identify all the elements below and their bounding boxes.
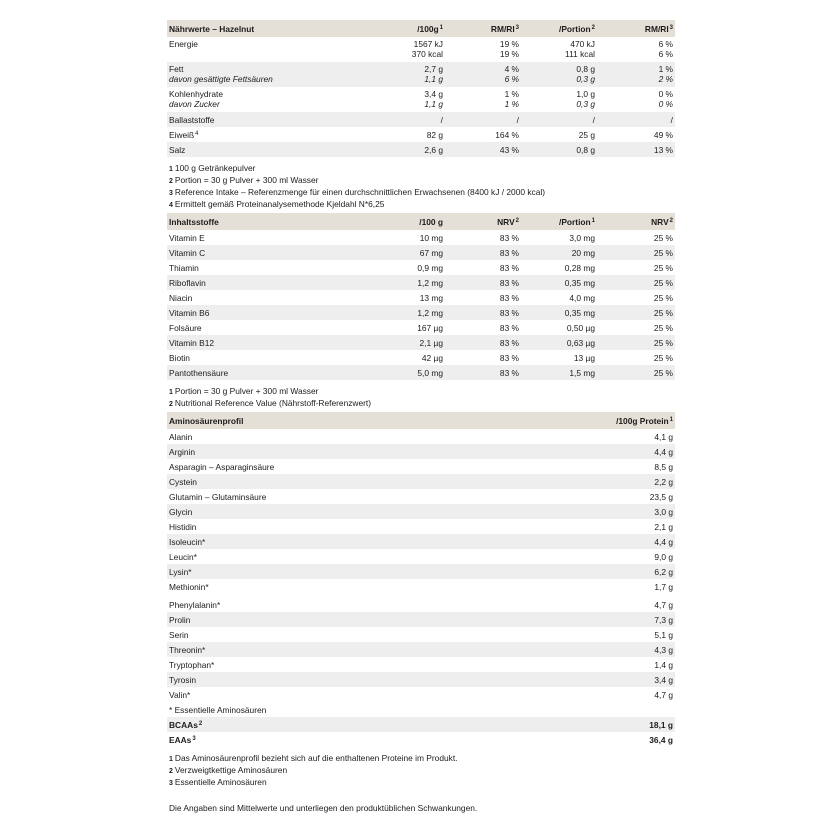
row-value: 20 mg bbox=[521, 245, 597, 260]
row-value: 0,50 µg bbox=[566, 322, 595, 333]
row-value: 470 kJ 111 kcal bbox=[565, 39, 595, 59]
row-value: 83 % bbox=[445, 305, 521, 320]
aminosaeuren-footnotes bbox=[167, 747, 675, 791]
row-value: 25 % bbox=[597, 275, 675, 290]
table-row bbox=[167, 142, 675, 157]
table-row bbox=[167, 275, 675, 290]
footnote: 2 Nutritional Reference Value (Nährstoff-Referenzwert) bbox=[169, 398, 372, 408]
row-value: 1 % 2 % bbox=[597, 62, 675, 87]
row-value: / bbox=[445, 112, 521, 127]
header-cell: /100 g bbox=[391, 213, 445, 230]
row-value: 25 % bbox=[653, 322, 673, 333]
row-value: 167 µg bbox=[417, 322, 443, 333]
table-row bbox=[167, 657, 675, 672]
table-row bbox=[167, 579, 675, 594]
essential-note-row bbox=[167, 702, 675, 717]
header-cell: Nährwerte – Hazelnut bbox=[167, 20, 391, 37]
table-row bbox=[167, 245, 675, 260]
nutrition-facts-sheet bbox=[167, 20, 675, 813]
row-label: Vitamin E bbox=[169, 232, 205, 243]
header-cell: $RM/RI^3$ bbox=[445, 20, 521, 37]
row-label: Leucin* bbox=[169, 551, 197, 562]
table-row bbox=[167, 320, 675, 335]
disclaimer: Die Angaben sind Mittelwerte und unterliegen den produktüblichen Schwankungen. bbox=[169, 803, 478, 813]
row-value: 7,3 g bbox=[567, 612, 675, 627]
row-value: 0,9 mg bbox=[417, 262, 443, 273]
footnote: 3 Reference Intake – Referenzmenge für einen durchschnittlichen Erwachsenen (8400 kJ / 2000 kcal) bbox=[169, 187, 546, 197]
row-value: 0,35 mg bbox=[521, 305, 597, 320]
naehrwerte-footnotes bbox=[167, 157, 675, 213]
footnote: 2 Portion = 30 g Pulver + 300 ml Wasser bbox=[169, 175, 319, 185]
row-value: 1 % 1 % bbox=[504, 89, 519, 109]
header-cell: /Portion$^1$ bbox=[521, 213, 597, 230]
row-value: 3,4 g 1,1 g bbox=[424, 89, 443, 109]
row-value: 13 % bbox=[597, 142, 675, 157]
row-value: 25 % bbox=[597, 305, 675, 320]
row-label: Threonin* bbox=[167, 642, 567, 657]
row-value: 83 % bbox=[445, 245, 521, 260]
essential-note: * Essentielle Aminosäuren bbox=[169, 704, 267, 715]
table-row bbox=[167, 597, 675, 612]
row-value: 3,0 g bbox=[567, 504, 675, 519]
aminosaeuren-table bbox=[167, 412, 675, 747]
row-label: Tyrosin bbox=[167, 672, 567, 687]
table-row bbox=[167, 534, 675, 549]
row-value: 83 % bbox=[499, 292, 519, 303]
row-value: 4,4 g bbox=[567, 444, 675, 459]
inhaltsstoffe-table bbox=[167, 213, 675, 380]
row-label: Valin* bbox=[169, 689, 191, 700]
header-cell: NRV$^2$ bbox=[445, 213, 521, 230]
row-label: Vitamin B12 bbox=[167, 335, 391, 350]
row-label: Fett davon gesättigte Fettsäuren bbox=[167, 62, 391, 87]
row-label: Glycin bbox=[167, 504, 567, 519]
table-row bbox=[167, 365, 675, 380]
row-value: 6 % 6 % bbox=[658, 39, 673, 59]
row-value: / bbox=[391, 112, 445, 127]
row-value: 8,5 g bbox=[654, 461, 673, 472]
row-value: 9,0 g bbox=[654, 551, 673, 562]
row-value: 1,4 g bbox=[654, 659, 673, 670]
row-value: 2,7 g 1,1 g bbox=[391, 62, 445, 87]
row-value: 3,0 mg bbox=[569, 232, 595, 243]
header-cell: $/100g^1$ bbox=[391, 20, 445, 37]
row-label: Vitamin B6 bbox=[167, 305, 391, 320]
aminosaeuren-header bbox=[167, 412, 675, 429]
table-row bbox=[167, 444, 675, 459]
table-row bbox=[167, 612, 675, 627]
table-row bbox=[167, 672, 675, 687]
row-value: 4,4 g bbox=[567, 534, 675, 549]
row-value: 83 % bbox=[499, 322, 519, 333]
row-value: 83 % bbox=[445, 275, 521, 290]
row-value: 83 % bbox=[499, 232, 519, 243]
row-label: Niacin bbox=[169, 292, 193, 303]
header-cell: Inhaltsstoffe bbox=[167, 213, 391, 230]
row-label: Riboflavin bbox=[167, 275, 391, 290]
row-value: 19 % 19 % bbox=[499, 39, 519, 59]
row-label: Methionin* bbox=[169, 581, 209, 592]
row-label: Glutamin – Glutaminsäure bbox=[169, 491, 267, 502]
row-value: 164 % bbox=[495, 129, 519, 140]
naehrwerte-table bbox=[167, 20, 675, 157]
row-label: Energie bbox=[169, 39, 198, 49]
row-label: Tryptophan* bbox=[169, 659, 215, 670]
table-row bbox=[167, 489, 675, 504]
bcaa-row bbox=[167, 717, 675, 732]
row-value: 4 % 6 % bbox=[445, 62, 521, 87]
row-label: Isoleucin* bbox=[167, 534, 567, 549]
table-row bbox=[167, 37, 675, 62]
row-label: Phenylalanin* bbox=[169, 599, 221, 610]
naehrwerte-header bbox=[167, 20, 675, 37]
footnote: 1 Das Aminosäurenprofil bezieht sich auf die enthaltenen Proteine im Produkt. bbox=[169, 753, 458, 763]
row-label: Arginin bbox=[167, 444, 567, 459]
row-label: Kohlenhydrate davon Zucker bbox=[169, 89, 224, 109]
table-row bbox=[167, 335, 675, 350]
header-cell: /Portion$^2$ bbox=[521, 20, 597, 37]
row-value: 2,6 g bbox=[391, 142, 445, 157]
row-value: 5,1 g bbox=[654, 629, 673, 640]
row-value: 25 % bbox=[597, 365, 675, 380]
row-label: Cystein bbox=[167, 474, 567, 489]
row-label: Eiweiß$^4$ bbox=[169, 129, 199, 140]
row-value: 4,1 g bbox=[654, 431, 673, 442]
table-row bbox=[167, 459, 675, 474]
row-value: 1,0 g 0,3 g bbox=[576, 89, 595, 109]
bcaa-value: 18,1 g bbox=[567, 717, 675, 732]
row-label: Asparagin – Asparaginsäure bbox=[169, 461, 275, 472]
footnote: 2 Verzweigtkettige Aminosäuren bbox=[169, 765, 288, 775]
row-value: 42 µg bbox=[421, 352, 443, 363]
table-row bbox=[167, 474, 675, 489]
row-label: Prolin bbox=[167, 612, 567, 627]
row-value: 0,8 g bbox=[521, 142, 597, 157]
row-label: Thiamin bbox=[169, 262, 199, 273]
row-value: 25 % bbox=[653, 232, 673, 243]
row-value: 82 g bbox=[426, 129, 443, 140]
row-value: 25 g bbox=[578, 129, 595, 140]
table-row bbox=[167, 305, 675, 320]
inhaltsstoffe-footnotes bbox=[167, 380, 675, 412]
row-value: 43 % bbox=[445, 142, 521, 157]
row-value: 2,1 µg bbox=[391, 335, 445, 350]
row-value: 25 % bbox=[653, 262, 673, 273]
table-row bbox=[167, 504, 675, 519]
eaa-value: 36,4 g bbox=[649, 734, 673, 745]
row-label: Alanin bbox=[169, 431, 193, 442]
row-value: 5,0 mg bbox=[391, 365, 445, 380]
row-value: 0,28 mg bbox=[564, 262, 595, 273]
table-row bbox=[167, 429, 675, 444]
footnote: 3 Essentielle Aminosäuren bbox=[169, 777, 267, 787]
table-row bbox=[167, 230, 675, 245]
row-label: Serin bbox=[169, 629, 189, 640]
footnote: 1 100 g Getränkepulver bbox=[169, 163, 256, 173]
table-row bbox=[167, 627, 675, 642]
bcaa-label: BCAAs$^2$ bbox=[167, 717, 567, 732]
row-value: 13 mg bbox=[419, 292, 443, 303]
eaa-label: EAAs$^3$ bbox=[169, 734, 196, 745]
row-value: 4,0 mg bbox=[569, 292, 595, 303]
row-value: 25 % bbox=[597, 245, 675, 260]
row-label: Biotin bbox=[169, 352, 190, 363]
row-value: 23,5 g bbox=[649, 491, 673, 502]
row-value: 2,2 g bbox=[567, 474, 675, 489]
header-cell: /100g Protein$^1$ bbox=[567, 412, 675, 429]
row-value: 83 % bbox=[445, 365, 521, 380]
header-cell: Aminosäurenprofil bbox=[167, 412, 567, 429]
row-label: Lysin* bbox=[167, 564, 567, 579]
table-row bbox=[167, 642, 675, 657]
row-value: 1,5 mg bbox=[521, 365, 597, 380]
table-row bbox=[167, 549, 675, 564]
row-value: 1567 kJ 370 kcal bbox=[411, 39, 443, 59]
row-value: 4,7 g bbox=[654, 599, 673, 610]
table-row bbox=[167, 350, 675, 365]
row-value: 1,7 g bbox=[654, 581, 673, 592]
row-value: 4,3 g bbox=[567, 642, 675, 657]
row-value: 10 mg bbox=[419, 232, 443, 243]
table-row bbox=[167, 519, 675, 534]
row-value: 0,8 g 0,3 g bbox=[521, 62, 597, 87]
table-row bbox=[167, 112, 675, 127]
row-value: 1,2 mg bbox=[391, 275, 445, 290]
row-value: 83 % bbox=[445, 335, 521, 350]
header-cell: $RM/RI^3$ bbox=[597, 20, 675, 37]
row-value: 4,7 g bbox=[654, 689, 673, 700]
row-value: 25 % bbox=[653, 292, 673, 303]
row-value: 3,4 g bbox=[567, 672, 675, 687]
inhaltsstoffe-header bbox=[167, 213, 675, 230]
row-value: / bbox=[521, 112, 597, 127]
row-label: Histidin bbox=[169, 521, 197, 532]
row-value: 2,1 g bbox=[654, 521, 673, 532]
row-label: Ballaststoffe bbox=[167, 112, 391, 127]
eaa-row bbox=[167, 732, 675, 747]
table-row bbox=[167, 87, 675, 112]
row-value: 83 % bbox=[499, 262, 519, 273]
row-value: 25 % bbox=[597, 335, 675, 350]
row-value: 0,35 mg bbox=[521, 275, 597, 290]
row-value: 83 % bbox=[499, 352, 519, 363]
row-value: 6,2 g bbox=[567, 564, 675, 579]
row-label: Pantothensäure bbox=[167, 365, 391, 380]
table-row bbox=[167, 564, 675, 579]
row-value: 25 % bbox=[653, 352, 673, 363]
row-value: 67 mg bbox=[391, 245, 445, 260]
table-row bbox=[167, 260, 675, 275]
header-cell: NRV$^2$ bbox=[597, 213, 675, 230]
table-row bbox=[167, 62, 675, 87]
row-value: 0,63 µg bbox=[521, 335, 597, 350]
row-label: Salz bbox=[167, 142, 391, 157]
footnote: 1 Portion = 30 g Pulver + 300 ml Wasser bbox=[169, 386, 319, 396]
row-value: 49 % bbox=[653, 129, 673, 140]
row-value: 1,2 mg bbox=[391, 305, 445, 320]
footnote: 4 Ermittelt gemäß Proteinanalysemethode Kjeldahl N*6,25 bbox=[169, 199, 385, 209]
row-value: 13 µg bbox=[573, 352, 595, 363]
table-row bbox=[167, 687, 675, 702]
table-row bbox=[167, 290, 675, 305]
row-value: / bbox=[597, 112, 675, 127]
table-row bbox=[167, 127, 675, 142]
row-value: 0 % 0 % bbox=[658, 89, 673, 109]
row-label: Folsäure bbox=[169, 322, 202, 333]
row-label: Vitamin C bbox=[167, 245, 391, 260]
